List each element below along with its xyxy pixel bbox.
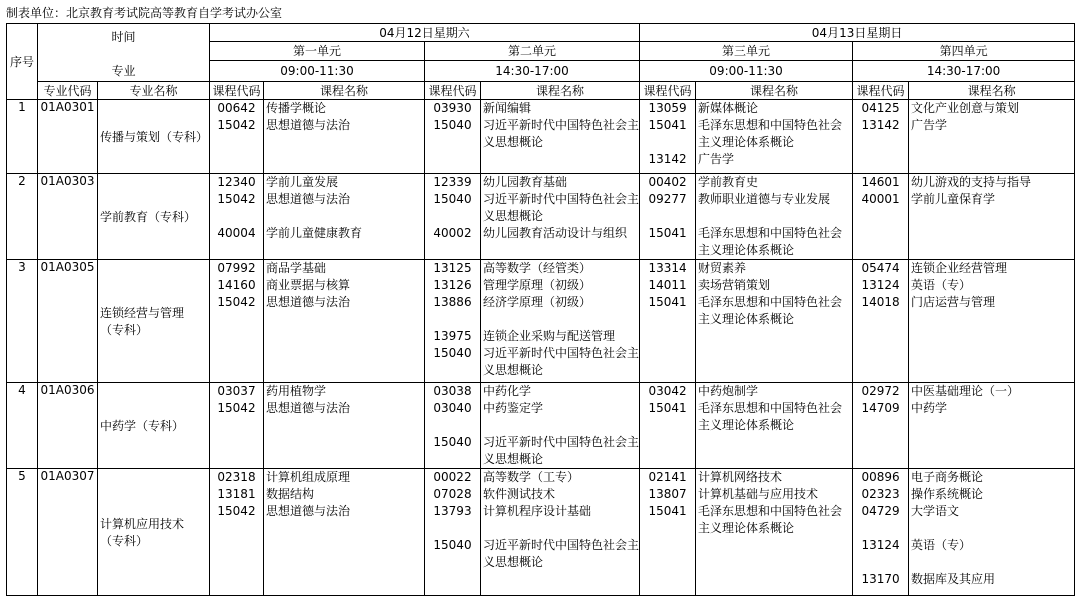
header-seq: 序号 [7,24,38,100]
header-unit-time-4: 14:30-17:00 [853,61,1075,82]
course-name: 计算机组成原理 [266,470,351,484]
course-name: 中药学 [911,401,948,415]
course-names-unit-2 [481,260,640,383]
course-name: 连锁企业采购与配送管理 [483,329,616,343]
spacer [425,311,480,328]
course-code: 12339 [433,175,472,189]
course-code: 00022 [433,470,472,484]
course-name: 广告学 [911,118,948,132]
header-row-columns [7,82,1075,100]
course-codes-unit-1 [210,469,264,596]
spacer [425,520,480,537]
org-label: 制表单位：北京教育考试院高等教育自学考试办公室 [6,6,283,20]
course-code: 07992 [217,261,256,275]
course-codes-unit-3 [640,260,696,383]
header-unit-1: 第一单元 [210,42,425,61]
header-course-code: 课程代码 [425,82,481,100]
header-unit-time-1: 09:00-11:30 [210,61,425,82]
course-name: 文化产业创意与策划 [911,101,1020,115]
course-code: 14601 [861,175,900,189]
course-codes-unit-1 [210,383,264,469]
course-code: 15040 [433,435,472,449]
header-course-name: 课程名称 [909,82,1075,100]
course-names-unit-2 [481,469,640,596]
major-name: 中药学（专科） [98,383,210,469]
course-code: 02972 [861,384,900,398]
course-names-unit-3 [696,100,853,174]
course-names-unit-1 [264,260,425,383]
spacer [696,208,852,225]
course-code: 03930 [433,101,472,115]
course-code: 13170 [861,572,900,586]
course-code: 03038 [433,384,472,398]
course-codes-unit-2 [425,174,481,260]
course-name: 商品学基础 [266,261,327,275]
header-major-code: 专业代码 [38,82,98,100]
course-code: 15042 [217,504,256,518]
row-seq: 4 [7,383,38,469]
course-name: 数据结构 [266,487,315,501]
course-name: 思想道德与法治 [266,192,351,206]
spacer [909,520,1074,537]
course-names-unit-4 [909,383,1075,469]
course-name: 学前儿童健康教育 [266,226,363,240]
spacer [425,417,480,434]
course-code: 04729 [861,504,900,518]
header-unit-4: 第四单元 [853,42,1075,61]
course-code: 13126 [433,278,472,292]
exam-schedule-table [6,23,1075,596]
header-unit-time-2: 14:30-17:00 [425,61,640,82]
course-name: 传播学概论 [266,101,327,115]
course-name: 大学语文 [911,504,960,518]
major-name: 学前教育（专科） [98,174,210,260]
major-code: 01A0306 [38,383,98,469]
course-name: 毛泽东思想和中国特色社会主义理论体系概论 [698,401,843,432]
course-name: 高等数学（工专） [483,470,580,484]
header-unit-2: 第二单元 [425,42,640,61]
major-code: 01A0303 [38,174,98,260]
course-name: 中药炮制学 [698,384,759,398]
course-name: 数据库及其应用 [911,572,996,586]
spacer [264,208,424,225]
course-code: 14709 [861,401,900,415]
course-code: 14018 [861,295,900,309]
header-major: 专业 [111,64,136,78]
course-name: 英语（专） [911,278,972,292]
header-course-name: 课程名称 [696,82,853,100]
spacer [640,208,695,225]
major-code: 01A0301 [38,100,98,174]
row-seq: 2 [7,174,38,260]
course-names-unit-3 [696,469,853,596]
course-code: 03042 [648,384,687,398]
course-name: 软件测试技术 [483,487,556,501]
course-code: 13125 [433,261,472,275]
course-code: 15042 [217,118,256,132]
course-codes-unit-3 [640,100,696,174]
table-row [7,174,1075,260]
course-name: 习近平新时代中国特色社会主义思想概论 [483,435,640,466]
course-name: 习近平新时代中国特色社会主义思想概论 [483,192,640,223]
course-name: 思想道德与法治 [266,401,351,415]
header-course-name: 课程名称 [264,82,425,100]
spacer [853,520,908,537]
course-name: 财贸素养 [698,261,747,275]
course-name: 习近平新时代中国特色社会主义思想概论 [483,538,640,569]
course-code: 15040 [433,192,472,206]
course-name: 计算机程序设计基础 [483,504,592,518]
table-row [7,260,1075,383]
course-code: 40004 [217,226,256,240]
course-name: 管理学原理（初级） [483,278,592,292]
course-code: 04125 [861,101,900,115]
course-names-unit-4 [909,260,1075,383]
course-codes-unit-4 [853,383,909,469]
course-code: 02323 [861,487,900,501]
header-major-name: 专业名称 [98,82,210,100]
course-codes-unit-4 [853,469,909,596]
course-name: 幼儿园教育活动设计与组织 [483,226,628,240]
course-code: 03040 [433,401,472,415]
major-code: 01A0307 [38,469,98,596]
course-name: 习近平新时代中国特色社会主义思想概论 [483,118,640,149]
course-code: 13793 [433,504,472,518]
course-code: 13314 [648,261,687,275]
course-code: 40002 [433,226,472,240]
course-code: 00642 [217,101,256,115]
course-name: 高等数学（经管类） [483,261,592,275]
header-course-code: 课程代码 [853,82,909,100]
course-code: 15042 [217,295,256,309]
spacer [853,554,908,571]
course-name: 学前儿童发展 [266,175,339,189]
spacer [481,520,639,537]
course-name: 广告学 [698,152,735,166]
course-name: 卖场营销策划 [698,278,771,292]
course-name: 教师职业道德与专业发展 [698,192,831,206]
course-codes-unit-4 [853,174,909,260]
course-name: 思想道德与法治 [266,504,351,518]
course-codes-unit-1 [210,174,264,260]
course-names-unit-1 [264,100,425,174]
course-code: 13142 [648,152,687,166]
course-codes-unit-2 [425,383,481,469]
course-code: 09277 [648,192,687,206]
spacer [909,554,1074,571]
course-name: 连锁企业经营管理 [911,261,1008,275]
course-codes-unit-1 [210,260,264,383]
header-time-major [38,24,210,82]
major-name: 传播与策划（专科） [98,100,210,174]
course-names-unit-3 [696,383,853,469]
course-code: 13142 [861,118,900,132]
course-code: 13886 [433,295,472,309]
course-names-unit-2 [481,100,640,174]
course-name: 操作系统概论 [911,487,984,501]
course-code: 15041 [648,118,687,132]
table-row [7,383,1075,469]
course-code: 15041 [648,504,687,518]
course-code: 15042 [217,192,256,206]
course-codes-unit-3 [640,383,696,469]
course-name: 中医基础理论（一） [911,384,1020,398]
course-code: 14160 [217,278,256,292]
course-name: 计算机基础与应用技术 [698,487,819,501]
course-names-unit-1 [264,469,425,596]
course-name: 毛泽东思想和中国特色社会主义理论体系概论 [698,504,843,535]
course-codes-unit-1 [210,100,264,174]
course-name: 电子商务概论 [911,470,984,484]
table-body [7,24,1075,596]
course-codes-unit-3 [640,174,696,260]
course-codes-unit-4 [853,100,909,174]
header-day-2: 04月13日星期日 [640,24,1075,42]
spacer [210,208,263,225]
course-names-unit-2 [481,174,640,260]
course-codes-unit-2 [425,469,481,596]
course-code: 02318 [217,470,256,484]
course-name: 新闻编辑 [483,101,532,115]
course-code: 13181 [217,487,256,501]
course-code: 05474 [861,261,900,275]
header-course-code: 课程代码 [640,82,696,100]
course-name: 毛泽东思想和中国特色社会主义理论体系概论 [698,118,843,149]
header-unit-time-3: 09:00-11:30 [640,61,853,82]
course-name: 幼儿园教育基础 [483,175,568,189]
major-code: 01A0305 [38,260,98,383]
course-name: 新媒体概论 [698,101,759,115]
course-code: 13124 [861,538,900,552]
course-names-unit-4 [909,174,1075,260]
course-name: 药用植物学 [266,384,327,398]
course-code: 13975 [433,329,472,343]
course-names-unit-1 [264,174,425,260]
header-time: 时间 [111,30,136,44]
course-name: 学前教育史 [698,175,759,189]
course-name: 毛泽东思想和中国特色社会主义理论体系概论 [698,295,843,326]
course-codes-unit-2 [425,260,481,383]
major-name: 连锁经营与管理（专科） [98,260,210,383]
course-name: 计算机网络技术 [698,470,783,484]
course-names-unit-1 [264,383,425,469]
course-name: 中药鉴定学 [483,401,544,415]
course-name: 思想道德与法治 [266,295,351,309]
course-code: 13124 [861,278,900,292]
course-code: 15040 [433,538,472,552]
header-day-1: 04月12日星期六 [210,24,640,42]
header-row-days [7,24,1075,42]
course-code: 15041 [648,401,687,415]
course-code: 13059 [648,101,687,115]
course-code: 15042 [217,401,256,415]
course-codes-unit-3 [640,469,696,596]
course-code: 07028 [433,487,472,501]
course-names-unit-3 [696,174,853,260]
course-code: 13807 [648,487,687,501]
course-code: 12340 [217,175,256,189]
course-name: 商业票据与核算 [266,278,351,292]
header-unit-3: 第三单元 [640,42,853,61]
row-seq: 5 [7,469,38,596]
course-code: 00896 [861,470,900,484]
course-names-unit-4 [909,469,1075,596]
course-name: 学前儿童保育学 [911,192,996,206]
course-names-unit-2 [481,383,640,469]
course-code: 14011 [648,278,687,292]
course-code: 15040 [433,118,472,132]
course-name: 门店运营与管理 [911,295,996,309]
course-name: 幼儿游戏的支持与指导 [911,175,1032,189]
major-name: 计算机应用技术（专科） [98,469,210,596]
course-name: 思想道德与法治 [266,118,351,132]
course-code: 00402 [648,175,687,189]
table-row [7,469,1075,596]
course-name: 习近平新时代中国特色社会主义思想概论 [483,346,640,377]
course-codes-unit-4 [853,260,909,383]
header-course-name: 课程名称 [481,82,640,100]
course-code: 15041 [648,295,687,309]
course-name: 中药化学 [483,384,532,398]
row-seq: 1 [7,100,38,174]
table-row [7,100,1075,174]
spacer [481,311,639,328]
course-code: 15041 [648,226,687,240]
spacer [481,417,639,434]
course-code: 03037 [217,384,256,398]
course-code: 40001 [861,192,900,206]
course-code: 15040 [433,346,472,360]
course-code: 02141 [648,470,687,484]
course-name: 毛泽东思想和中国特色社会主义理论体系概论 [698,226,843,257]
course-name: 经济学原理（初级） [483,295,592,309]
course-codes-unit-2 [425,100,481,174]
course-name: 英语（专） [911,538,972,552]
row-seq: 3 [7,260,38,383]
course-names-unit-3 [696,260,853,383]
course-names-unit-4 [909,100,1075,174]
header-course-code: 课程代码 [210,82,264,100]
